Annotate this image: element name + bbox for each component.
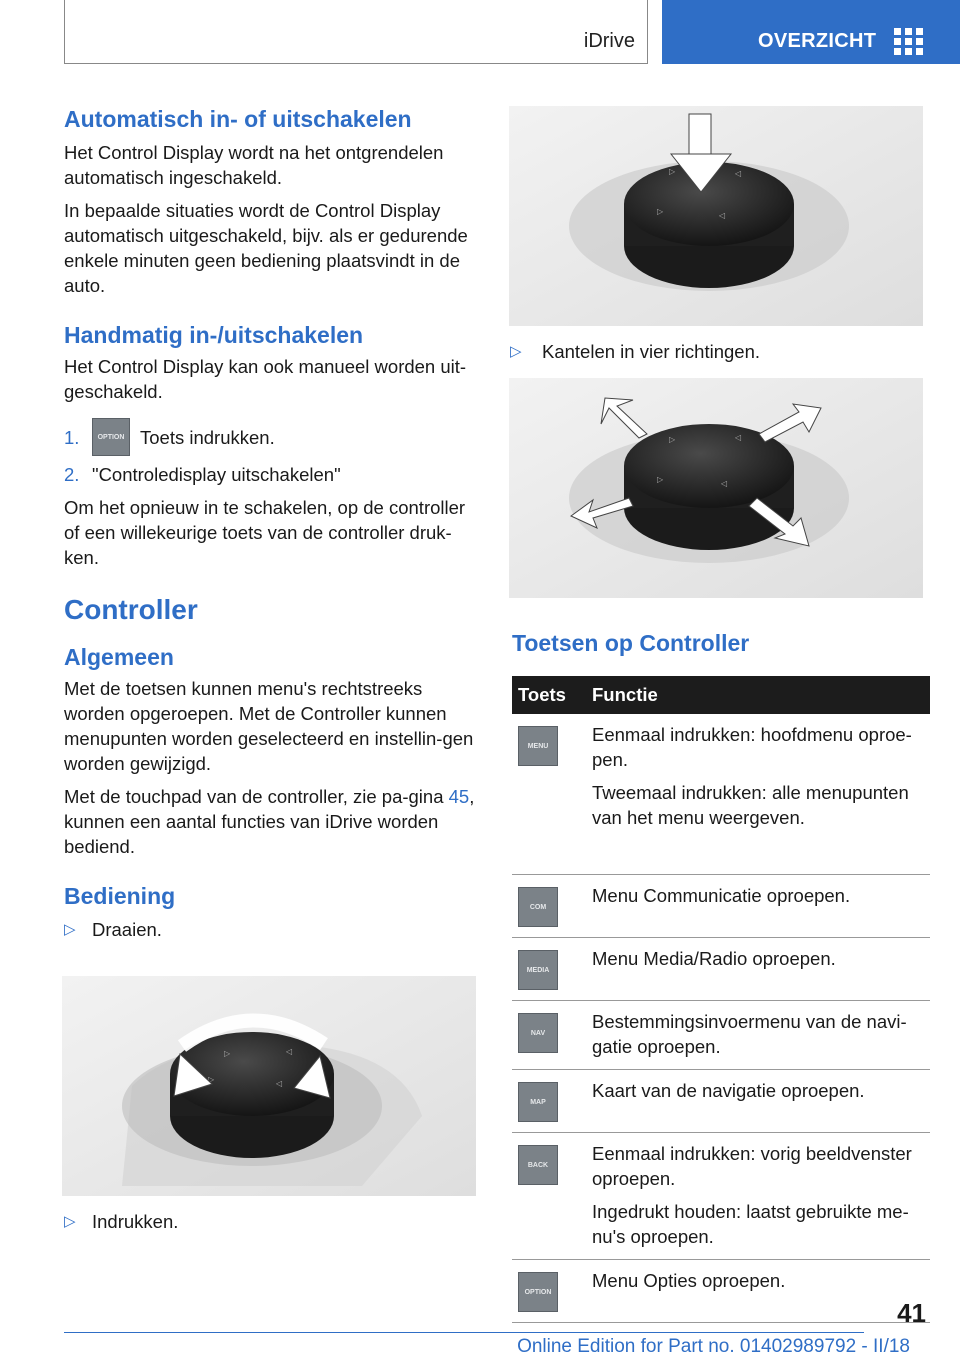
svg-text:◁: ◁: [735, 433, 742, 442]
overview-label: OVERZICHT: [758, 30, 877, 52]
row-nav-text: Bestemmingsinvoermenu van de navi-gatie oproepen.: [592, 1010, 907, 1057]
step-1-number: 1.: [64, 426, 80, 448]
step-2-number: 2.: [64, 464, 80, 485]
table-row: [512, 1000, 930, 1069]
row-back-text-1: Eenmaal indrukken: vorig beeldvenster oproepen.: [592, 1142, 912, 1189]
row-option-text: Menu Opties oproepen.: [592, 1269, 786, 1291]
triangle-bullet-icon: ▷: [64, 1213, 76, 1230]
row-menu-text-1: Eenmaal indrukken: hoofdmenu oproe-pen.: [592, 724, 912, 770]
step-1-text: Toets indrukken.: [140, 426, 275, 448]
controller-press-image: [509, 106, 923, 326]
para-auto-1: Het Control Display wordt na het ontgrendelen automatisch ingeschakeld.: [64, 142, 444, 188]
page-number: 41: [897, 1298, 926, 1328]
left-column: [64, 100, 480, 942]
svg-text:▷: ▷: [224, 1049, 231, 1058]
heading-operation: Bediening: [64, 883, 176, 909]
media-button-icon: MEDIA: [518, 950, 558, 990]
bullet-press: [64, 1209, 178, 1234]
para-again: Om het opnieuw in te schakelen, op de controller of een willekeurige toets van de controller druk-ken.: [64, 497, 466, 568]
bullet-press-text: Indrukken.: [92, 1211, 179, 1232]
svg-text:◁: ◁: [286, 1047, 293, 1056]
heading-controller: Controller: [64, 594, 198, 625]
bullet-tilt-text: Kantelen in vier richtingen.: [542, 341, 761, 362]
step-1: [64, 418, 480, 456]
table-row: [512, 937, 930, 1000]
col-header-functie: Functie: [586, 676, 930, 714]
row-media-text: Menu Media/Radio oproepen.: [592, 947, 836, 969]
row-menu-text-2: Tweemaal indrukken: alle menupunten van het menu weergeven.: [592, 782, 909, 828]
heading-general: Algemeen: [64, 644, 174, 670]
map-button-icon: MAP: [518, 1082, 558, 1122]
step-2-text: "Controledisplay uitschakelen": [92, 464, 341, 485]
table-header-row: [512, 676, 930, 714]
table-row: [512, 1259, 930, 1322]
option-button-icon: OPTION: [518, 1272, 558, 1312]
para-general-2-a: Met de touchpad van de controller, zie pa-gina: [64, 786, 449, 807]
page-link-45[interactable]: 45: [448, 786, 470, 807]
table-row: [512, 874, 930, 937]
triangle-bullet-icon: ▷: [64, 921, 76, 938]
grid-icon: [894, 28, 924, 56]
table-row: [512, 1069, 930, 1132]
bullet-rotate-text: Draaien.: [92, 919, 162, 940]
buttons-table: [512, 676, 930, 1323]
row-back-text-2: Ingedrukt houden: laatst gebruikte me-nu's oproepen.: [592, 1200, 909, 1247]
triangle-bullet-icon: ▷: [510, 343, 522, 360]
heading-manual: Handmatig in-/uitschakelen: [64, 322, 364, 348]
col-header-toets: Toets: [512, 676, 586, 714]
footer-edition: Online Edition for Part no. 01402989792 - II/18: [517, 1336, 910, 1357]
bullet-tilt: [510, 339, 760, 364]
heading-buttons: Toetsen op Controller: [512, 630, 750, 656]
svg-text:▷: ▷: [657, 207, 664, 216]
bullet-rotate: [64, 917, 480, 942]
header-left-box: [64, 0, 648, 64]
svg-text:◁: ◁: [719, 211, 726, 220]
svg-text:◁: ◁: [276, 1079, 283, 1088]
overview-tab[interactable]: [662, 0, 960, 64]
footer-divider: [64, 1332, 864, 1333]
menu-button-icon: MENU: [518, 726, 558, 766]
svg-text:▷: ▷: [669, 435, 676, 444]
back-button-icon: BACK: [518, 1145, 558, 1185]
heading-auto: Automatisch in- of uitschakelen: [64, 106, 412, 132]
svg-text:◁: ◁: [735, 169, 742, 178]
step-2: [64, 462, 480, 487]
para-auto-2: In bepaalde situaties wordt de Control Display automatisch uitgeschakeld, bijv. als er gedurende enkele minuten geen bediening plaatsvindt in de auto.: [64, 200, 468, 296]
row-map-text: Kaart van de navigatie oproepen.: [592, 1079, 865, 1101]
controller-tilt-image: [509, 378, 923, 598]
option-button-icon: OPTION: [92, 418, 130, 456]
para-general-2: [64, 784, 480, 859]
para-manual: Het Control Display kan ook manueel worden uit-geschakeld.: [64, 356, 467, 402]
nav-button-icon: NAV: [518, 1013, 558, 1053]
svg-text:▷: ▷: [208, 1075, 215, 1084]
table-row: [512, 1132, 930, 1259]
header-section-label: iDrive: [583, 30, 635, 52]
controller-rotate-image: [62, 976, 476, 1196]
table-row: [512, 714, 930, 874]
para-general-2-b: , kunnen een aantal functies van iDrive worden bediend.: [64, 786, 475, 857]
svg-text:◁: ◁: [721, 479, 728, 488]
para-general-1: Met de toetsen kunnen menu's rechtstreeks worden opgeroepen. Met de Controller kunnen menupunten worden geselecteerd en instellin-gen worden gewijzigd.: [64, 678, 474, 774]
com-button-icon: COM: [518, 887, 558, 927]
svg-text:▷: ▷: [657, 475, 664, 484]
row-com-text: Menu Communicatie oproepen.: [592, 884, 851, 906]
svg-text:▷: ▷: [669, 167, 676, 176]
